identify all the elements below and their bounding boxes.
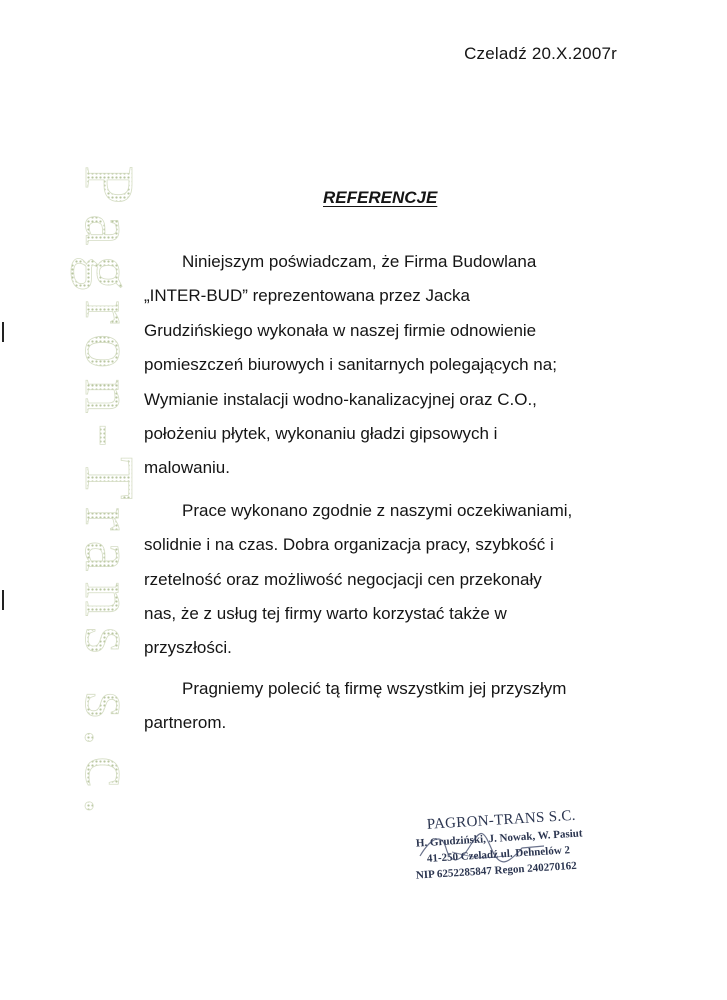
letter-title: REFERENCJE — [323, 188, 438, 207]
watermark-svg — [70, 40, 147, 950]
stamp-owners: H. Grudziński, J. Nowak, W. Pasiut — [415, 827, 583, 850]
stamp-company-name: PAGRON-TRANS S.C. — [426, 807, 577, 833]
stamp-address: 41-250 Czeladź ul. Dehnelów 2 — [426, 844, 571, 865]
text-line: położeniu płytek, wykonaniu gładzi gipsowych i — [144, 424, 498, 444]
handwritten-signature — [412, 826, 552, 876]
paragraph-3 — [144, 672, 624, 741]
text-line: Niniejszym poświadczam, że Firma Budowlana — [182, 252, 537, 271]
letter-body — [144, 245, 624, 741]
text-line: solidnie i na czas. Dobra organizacja pracy, szybkość i — [144, 535, 554, 555]
text-line: rzetelność oraz możliwość negocjacji cen przekonały — [144, 569, 542, 589]
stamp-ids: NIP 6252285847 Regon 240270162 — [415, 859, 577, 882]
letter-date: Czeladź 20.X.2007r — [464, 44, 617, 63]
text-line: pomieszczeń biurowych i sanitarnych polegających na; — [144, 355, 557, 375]
text-line: Grudzińskiego wykonała w naszej firmie odnowienie — [144, 320, 537, 340]
text-line: „INTER-BUD” reprezentowana przez Jacka — [144, 286, 470, 306]
text-line: malowaniu. — [144, 458, 230, 478]
scan-edge-mark — [2, 322, 4, 342]
watermark-text: Pagron-Trans s.c. — [70, 165, 147, 825]
paragraph-1 — [144, 245, 624, 486]
text-line: Prace wykonano zgodnie z naszymi oczekiwaniami, — [182, 500, 573, 520]
paragraph-2 — [144, 494, 624, 666]
text-line: przyszłości. — [144, 638, 232, 658]
company-watermark — [70, 40, 147, 950]
text-line: Wymianie instalacji wodno-kanalizacyjnej oraz C.O., — [144, 389, 537, 409]
text-line: Pragniemy polecić tą firmę wszystkim jej przyszłym — [182, 678, 567, 698]
text-line: partnerom. — [144, 713, 227, 733]
text-line: nas, że z usług tej firmy warto korzystać także w — [144, 604, 507, 624]
scan-edge-mark — [2, 590, 4, 610]
